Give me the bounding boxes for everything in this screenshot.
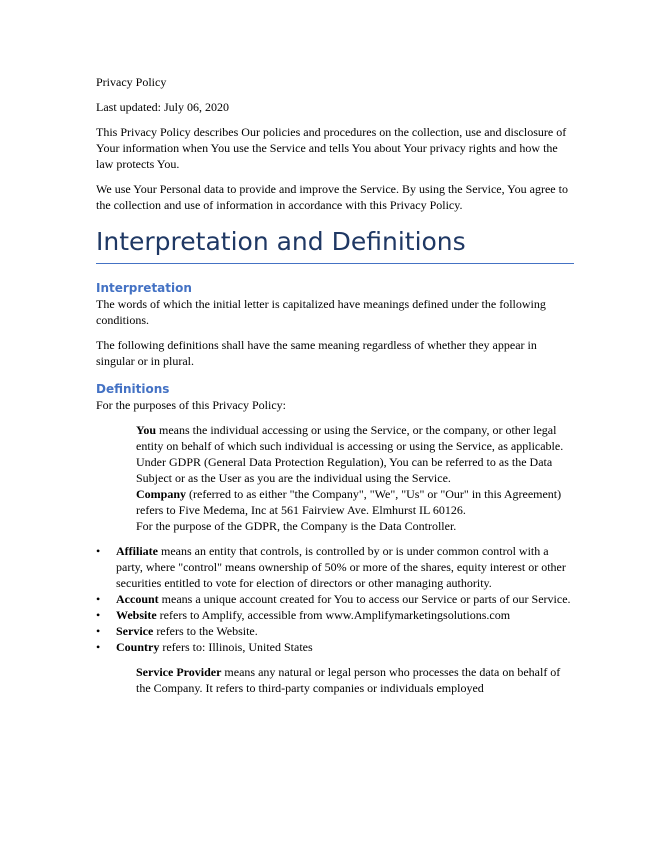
definition-you: You means the individual accessing or using the Service, or the company, or other legal entity on behalf of which such individual is accessing or using the Service, as applicable. (136, 423, 564, 453)
last-updated: Last updated: July 06, 2020 (96, 100, 229, 114)
definition-bullet-item (96, 623, 574, 639)
definition-company: Company (referred to as either "the Company", "We", "Us" or "Our" in this Agreement) refers to Five Medema, Inc at 561 Fairview Ave. Elmhurst IL 60126. (136, 487, 562, 517)
intro-paragraph-2: We use Your Personal data to provide and improve the Service. By using the Service, You agree to the collection and use of information in accordance with this Privacy Policy. (96, 182, 568, 212)
bullet-term: Website (116, 608, 157, 622)
interpretation-paragraph-2: The following definitions shall have the same meaning regardless of whether they appear in singular or in plural. (96, 338, 537, 368)
bullet-text: refers to Amplify, accessible from www.Amplifymarketingsolutions.com (156, 608, 511, 622)
definition-bullet-item (96, 639, 574, 655)
bullet-text: means an entity that controls, is controlled by or is under common control with a party, where "control" means ownership of 50% or more of the shares, equity interest or other securities entitled to vote for election of directors or other managing authority. (116, 544, 566, 590)
definitions-bullet-list (96, 543, 574, 655)
bullet-icon: • (96, 640, 101, 654)
term-company: Company (136, 487, 187, 501)
definition-data-controller: For the purpose of the GDPR, the Company is the Data Controller. (136, 519, 457, 533)
bullet-text: refers to: Illinois, United States (159, 640, 313, 654)
bullet-icon: • (96, 624, 101, 638)
bullet-icon: • (96, 592, 101, 606)
bullet-term: Account (116, 592, 159, 606)
interpretation-paragraph-1: The words of which the initial letter is capitalized have meanings defined under the following conditions. (96, 297, 546, 327)
definitions-intro: For the purposes of this Privacy Policy: (96, 398, 286, 412)
intro-paragraph-1: This Privacy Policy describes Our policies and procedures on the collection, use and disclosure of Your information when You use the Service and tells You about Your privacy rights and how the law protects You. (96, 125, 567, 171)
definition-service-provider: Service Provider means any natural or legal person who processes the data on behalf of the Company. It refers to third-party companies or individuals employed (136, 665, 561, 695)
bullet-text: refers to the Website. (153, 624, 258, 638)
bullet-term: Service (116, 624, 154, 638)
section-heading-interpretation-definitions: Interpretation and Definitions (96, 227, 574, 264)
term-service-provider: Service Provider (136, 665, 222, 679)
term-you: You (136, 423, 157, 437)
definition-gdpr-note: Under GDPR (General Data Protection Regulation), You can be referred to as the Data Subject or as the User as you are the individual using the Service. (136, 455, 553, 485)
definition-bullet-item (96, 591, 574, 607)
bullet-icon: • (96, 608, 101, 622)
definition-you-block (136, 422, 574, 534)
bullet-term: Country (116, 640, 160, 654)
subheading-definitions: Definitions (96, 382, 170, 396)
subheading-interpretation: Interpretation (96, 281, 192, 295)
bullet-term: Affiliate (116, 544, 158, 558)
bullet-icon: • (96, 544, 101, 558)
document-page (96, 74, 574, 696)
definition-bullet-item (96, 607, 574, 623)
doc-title: Privacy Policy (96, 75, 167, 89)
bullet-text: means a unique account created for You to access our Service or parts of our Service. (158, 592, 571, 606)
definition-bullet-item (96, 543, 574, 591)
definition-service-provider-block (136, 664, 574, 696)
